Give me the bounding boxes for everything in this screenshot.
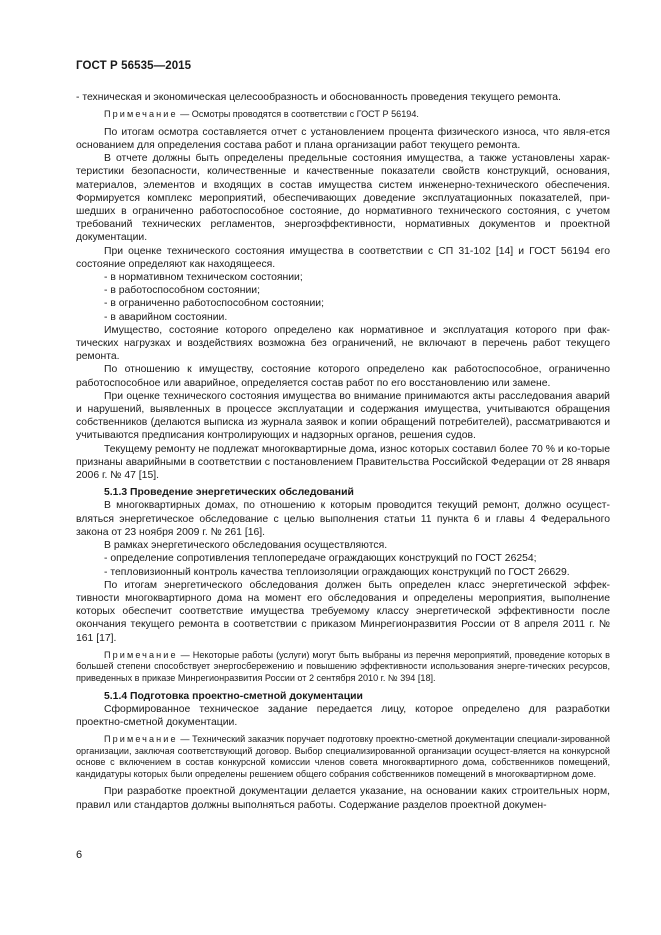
body-paragraph: По итогам энергетического обследования должен быть определен класс энергетической эффек-тивности многоквартирного дома на момент его обследования и определены мероприятия, выполнение которых обеспечит соответствие имущества требуемому классу энергетической эффективности после окончания текущего ремонта в соответствии с приказом Минрегионразвития России от 8 апреля 2011 г. № 161 [17]. — [76, 579, 610, 644]
note-label: Примечание — [104, 109, 178, 120]
list-item: - в ограниченно работоспособном состоянии; — [104, 298, 324, 310]
document-body — [76, 91, 610, 812]
note-text: Технический заказчик поручает подготовку проектно-сметной документации специали-зированной организации, заключая соответствующий договор. Выбор специализированной организации осущест-вляется на конкурсной основе с включением в состав конкурсной комиссии членов совета многоквартирного дома, собственников помещений, кандидатуры которых были определены решением общего собрания собственников помещений в многоквартирном доме. — [76, 734, 610, 779]
note-paragraph — [76, 650, 610, 685]
list-item: - определение сопротивления теплопередаче ограждающих конструкций по ГОСТ 26254; — [104, 553, 537, 565]
note-dash: — — [177, 649, 193, 660]
body-paragraph: В отчете должны быть определены предельные состояния имущества, а также установлены харак-теристики безопасности, количественные и качественные показатели свойств конструкций, основания, материалов, элементов и входящих в состав имущества систем инженерно-технического обеспечения. Формируется комплекс мероприятий, обеспечивающих доведение эксплуатационных показателей, при-шедших в ограниченно работоспособное состояние, до нормативного технического состояния, с учетом требований технических регламентов, энергоэффективности, нормативных документов и проектной документации. — [76, 153, 610, 244]
body-paragraph: Сформированное техническое задание передается лицу, которое определено для разработки проектно-сметной документации. — [76, 703, 610, 728]
body-paragraph: Имущество, состояние которого определено как нормативное и эксплуатация которого при фак-тических нагрузках и воздействиях возможна без ограничений, не включают в перечень работ текущего ремонта. — [76, 324, 610, 363]
section-heading: 5.1.3 Проведение энергетических обследований — [104, 487, 354, 499]
list-item: - в работоспособном состоянии; — [104, 285, 260, 297]
note-dash: — — [177, 734, 193, 745]
note-label: Примечание — [104, 734, 178, 745]
body-paragraph: В многоквартирных домах, по отношению к которым проводится текущий ремонт, должно осущест-вляться энергетическое обследование с целью выполнения статьи 11 пункта 6 и главы 4 Федерального закона от 23 ноября 2009 г. № 261 [16]. — [76, 500, 610, 538]
list-item: - в нормативном техническом состоянии; — [104, 272, 303, 284]
note-paragraph — [76, 734, 610, 780]
list-item: - тепловизионный контроль качества теплоизоляции ограждающих конструкций по ГОСТ 26629. — [104, 566, 570, 578]
body-paragraph: При оценке технического состояния имущества в соответствии с СП 31-102 [14] и ГОСТ 56194 его состояние определяют как находящееся. — [76, 245, 610, 270]
note-dash: — — [177, 109, 192, 120]
page-number: 6 — [76, 849, 83, 861]
document-header: ГОСТ Р 56535—2015 — [76, 60, 192, 72]
body-paragraph: При разработке проектной документации делается указание, на основании каких строительных норм, правил или стандартов должны выполняться работы. Содержание разделов проектной докумен- — [76, 786, 610, 811]
note-label: Примечание — [104, 649, 178, 660]
note-paragraph — [76, 109, 610, 121]
body-paragraph: В рамках энергетического обследования осуществляются. — [104, 540, 388, 552]
note-text: Осмотры проводятся в соответствии с ГОСТ Р 56194. — [191, 109, 419, 120]
body-paragraph: При оценке технического состояния имущества во внимание принимаются акты расследования аварий и нарушений, выявленных в процессе эксплуатации и содержания имущества, учитываются обращения собственников (делаются выписка из журнала заявок и копии обращений потребителей), рассматриваются и учитываются предписания контролирующих и надзорных органов, решения судов. — [76, 390, 610, 442]
list-item: - в аварийном состоянии. — [104, 311, 228, 323]
body-paragraph: По итогам осмотра составляется отчет с установлением процента физического износа, что явля-ется основанием для определения состава работ и плана организации работ текущего ремонта. — [76, 126, 610, 151]
note-text: Некоторые работы (услуги) могут быть выбраны из перечня мероприятий, проведение которых в большей степени способствует энергосбережению и повышению эффективности использования энерге-тических ресурсов, приведенных в приказе Минрегионразвития России от 2 сентября 2010 г. № 394 [18]. — [76, 649, 610, 683]
body-paragraph: По отношению к имуществу, состояние которого определено как работоспособное, ограниченно работоспособное или аварийное, определяется состав работ по его восстановлению или замене. — [76, 364, 610, 389]
body-paragraph: Текущему ремонту не подлежат многоквартирные дома, износ которых составил более 70 % и ко-торые признаны аварийными в соответствии с постановлением Правительства Российской Федерации от 28 января 2006 г. № 47 [15]. — [76, 443, 610, 482]
body-paragraph: - техническая и экономическая целесообразность и обоснованность проведения текущего ремонта. — [76, 92, 561, 103]
section-heading: 5.1.4 Подготовка проектно-сметной документации — [104, 690, 363, 702]
